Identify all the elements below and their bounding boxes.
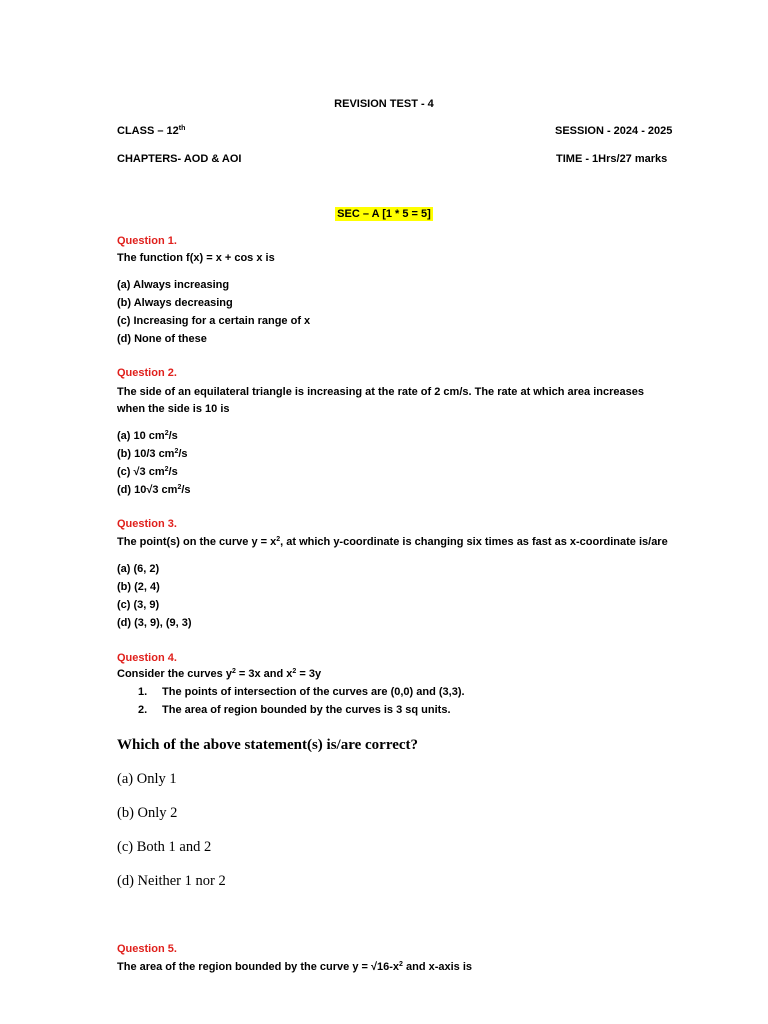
question-3-label: Question 3. [117,518,177,530]
question-4-option-a: (a) Only 1 [117,771,177,787]
question-2-option-a: (a) 10 $cm^2/s$ [117,430,178,442]
section-heading: SEC – A [1 * 5 = 5] [337,208,431,220]
question-1-option-b: (b) Always decreasing [117,297,233,309]
question-2-label: Question 2. [117,367,177,379]
time-label: TIME - 1Hrs/27 marks [556,153,668,165]
question-3-option-a: (a) (6, 2) [117,563,160,575]
statement-1: 1. The points of intersection of the curves are (0,0) and (3,3). [138,686,465,698]
question-4-text: Consider the curves $y^2 = 3x$ and $x^2 = 3y$ [117,668,322,680]
question-4-option-d: (d) Neither 1 nor 2 [117,873,226,889]
test-title: REVISION TEST - 4 [334,98,434,110]
class-label: CLASS – 12th [117,125,186,137]
question-1-label: Question 1. [117,235,177,247]
question-4-label: Question 4. [117,652,177,664]
question-2-option-c: (c) √3 $cm^2/s$ [117,466,178,478]
question-3-option-d: (d) (3, 9), (9, 3) [117,617,192,629]
question-4-prompt: Which of the above statement(s) is/are correct? [117,737,419,753]
question-2-option-d: (d) 10√3 $cm^2/s$ [117,484,191,496]
statement-2: 2. The area of region bounded by the curves is 3 sq units. [138,704,451,716]
question-2-text-line-2: when the side is 10 is [117,403,230,415]
question-1-option-c: (c) Increasing for a certain range of x [117,315,311,327]
question-5-text: The area of the region bounded by the curve $y = √16-x^2$ and x-axis is [117,961,473,973]
question-2-option-b: (b) 10/3 $cm^2/s$ [117,448,188,460]
question-4-option-c: (c) Both 1 and 2 [117,839,212,855]
question-2-text-line-1: The side of an equilateral triangle is increasing at the rate of 2 cm/s. The rate at which area increases [117,386,644,398]
question-3-option-b: (b) (2, 4) [117,581,160,593]
question-1-text: The function f(x) = x + cos x is [117,252,275,264]
chapters-label: CHAPTERS- AOD & AOI [117,153,242,165]
question-3-text: The point(s) on the curve $y = x^2$, at which y-coordinate is changing six times as fast as x-coordinate is/are [117,536,668,548]
question-4-option-b: (b) Only 2 [117,805,178,821]
question-3-option-c: (c) (3, 9) [117,599,160,611]
question-5-label: Question 5. [117,943,177,955]
question-1-option-a: (a) Always increasing [117,279,230,291]
question-1-option-d: (d) None of these [117,333,207,345]
session-label: SESSION - 2024 - 2025 [555,125,673,137]
